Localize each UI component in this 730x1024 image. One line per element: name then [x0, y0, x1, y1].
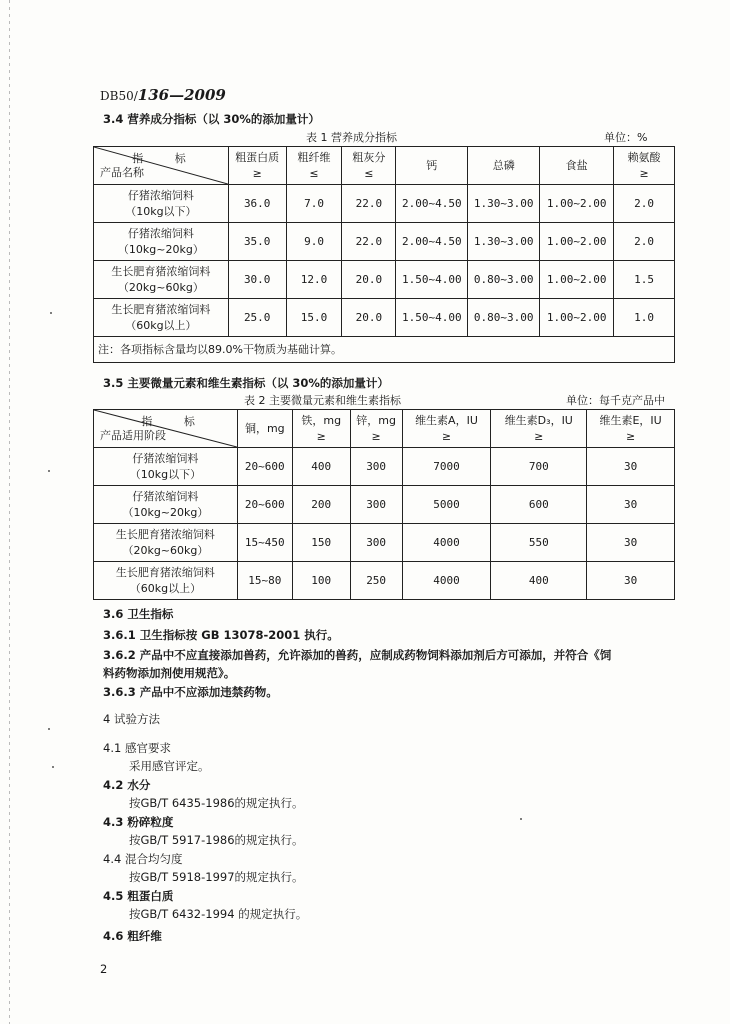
table-cell: 20~600: [237, 448, 292, 486]
table1-note-row: [94, 337, 675, 363]
code-prefix: DB50/: [100, 89, 138, 103]
table-row: [94, 448, 675, 486]
table-cell: 300: [350, 448, 402, 486]
table2-micronutrients: [93, 409, 675, 600]
table-cell: 1.00~2.00: [540, 261, 614, 299]
section-4-1-text: 采用感官评定。: [129, 759, 210, 773]
table1-col-header: 粗蛋白质 ≥: [228, 147, 286, 185]
section-4-5-text: 按GB/T 6432-1994 的规定执行。: [129, 907, 308, 921]
table2-caption: 表 2 主要微量元素和维生素指标: [244, 394, 401, 407]
table1-col-header: 总磷: [468, 147, 540, 185]
table-cell: 1.30~3.00: [468, 185, 540, 223]
table1-nutrition: [93, 146, 675, 363]
scan-speck: [48, 470, 50, 472]
table1-col-header: 粗纤维 ≤: [286, 147, 342, 185]
section-3-6-2-line2: 料药物添加剂使用规范》。: [103, 666, 236, 680]
table-cell: 2.00~4.50: [396, 185, 468, 223]
table-cell: 700: [491, 448, 587, 486]
table-cell: 15~450: [237, 524, 292, 562]
table1-corner-bottom: 产品名称: [100, 166, 144, 180]
scan-speck: [50, 312, 52, 314]
table1-corner-cell: [94, 147, 229, 185]
section-3-4-heading: 3.4 营养成分指标（以 30%的添加量计）: [103, 112, 320, 126]
section-4-5-heading: 4.5 粗蛋白质: [103, 889, 174, 903]
table2-col-header: 锌，mg ≥: [350, 410, 402, 448]
table-cell: 9.0: [286, 223, 342, 261]
table1-caption: 表 1 营养成分指标: [306, 131, 397, 144]
table-cell: 30: [587, 562, 675, 600]
section-4-heading: 4 试验方法: [103, 712, 160, 726]
table-cell: 7000: [402, 448, 491, 486]
table-cell: 550: [491, 524, 587, 562]
table1-col-header: 赖氨酸 ≥: [614, 147, 675, 185]
table-cell: 15~80: [237, 562, 292, 600]
section-3-6-heading: 3.6 卫生指标: [103, 607, 174, 621]
table1-col-header: 食盐: [540, 147, 614, 185]
table-cell: 1.0: [614, 299, 675, 337]
table-cell: 1.00~2.00: [540, 299, 614, 337]
section-4-3-text: 按GB/T 5917-1986的规定执行。: [129, 833, 304, 847]
table-cell: 30.0: [228, 261, 286, 299]
table1-note: 注：各项指标含量均以89.0%干物质为基础计算。: [94, 337, 675, 363]
table-cell: 22.0: [342, 185, 396, 223]
table1-row-label: 仔猪浓缩饲料 （10kg~20kg）: [94, 223, 229, 261]
table-cell: 7.0: [286, 185, 342, 223]
table-cell: 250: [350, 562, 402, 600]
table-cell: 20.0: [342, 261, 396, 299]
table2-row-label: 生长肥育猪浓缩饲料 （20kg~60kg）: [94, 524, 238, 562]
table-cell: 35.0: [228, 223, 286, 261]
table1-row-label: 生长肥育猪浓缩饲料 （60kg以上）: [94, 299, 229, 337]
table-cell: 5000: [402, 486, 491, 524]
section-4-2-heading: 4.2 水分: [103, 778, 151, 792]
table2-corner-cell: [94, 410, 238, 448]
table-cell: 1.50~4.00: [396, 299, 468, 337]
table2-col-header: 铜，mg: [237, 410, 292, 448]
table2-corner-top: 指 标: [141, 415, 209, 428]
table-cell: 20~600: [237, 486, 292, 524]
table-cell: 300: [350, 486, 402, 524]
table-cell: 1.00~2.00: [540, 185, 614, 223]
table1-row-label: 仔猪浓缩饲料 （10kg以下）: [94, 185, 229, 223]
table1-col-header: 钙: [396, 147, 468, 185]
table-row: [94, 185, 675, 223]
table2-row-label: 仔猪浓缩饲料 （10kg以下）: [94, 448, 238, 486]
table-cell: 12.0: [286, 261, 342, 299]
table1-unit: 单位：%: [604, 131, 648, 144]
table-cell: 2.0: [614, 223, 675, 261]
table-row: [94, 486, 675, 524]
code-handwritten: 136—2009: [137, 86, 226, 104]
table-cell: 300: [350, 524, 402, 562]
scan-speck: [520, 818, 522, 820]
table-cell: 1.00~2.00: [540, 223, 614, 261]
table1-row-label: 生长肥育猪浓缩饲料 （20kg~60kg）: [94, 261, 229, 299]
table-cell: 0.80~3.00: [468, 261, 540, 299]
table-cell: 20.0: [342, 299, 396, 337]
table-row: [94, 223, 675, 261]
table-cell: 30: [587, 448, 675, 486]
page-number: 2: [100, 962, 108, 976]
table-cell: 600: [491, 486, 587, 524]
table-row: [94, 524, 675, 562]
section-4-3-heading: 4.3 粉碎粒度: [103, 815, 174, 829]
table-row: [94, 299, 675, 337]
section-4-2-text: 按GB/T 6435-1986的规定执行。: [129, 796, 304, 810]
scan-speck: [52, 766, 54, 768]
table-cell: 4000: [402, 562, 491, 600]
table-cell: 1.5: [614, 261, 675, 299]
section-4-1-heading: 4.1 感官要求: [103, 741, 171, 755]
table-cell: 30: [587, 524, 675, 562]
section-3-6-3: 3.6.3 产品中不应添加违禁药物。: [103, 685, 278, 699]
table2-col-header: 维生素E，IU ≥: [587, 410, 675, 448]
table-cell: 15.0: [286, 299, 342, 337]
section-4-4-text: 按GB/T 5918-1997的规定执行。: [129, 870, 304, 884]
table-cell: 22.0: [342, 223, 396, 261]
table-cell: 30: [587, 486, 675, 524]
table2-corner-bottom: 产品适用阶段: [100, 429, 166, 443]
table-cell: 1.30~3.00: [468, 223, 540, 261]
table2-row-label: 仔猪浓缩饲料 （10kg~20kg）: [94, 486, 238, 524]
table1-header-row: [94, 147, 675, 185]
table2-unit: 单位：每千克产品中: [566, 394, 665, 407]
section-3-6-1: 3.6.1 卫生指标按 GB 13078-2001 执行。: [103, 628, 339, 642]
table1-col-header: 粗灰分 ≤: [342, 147, 396, 185]
section-3-6-2-line1: 3.6.2 产品中不应直接添加兽药，允许添加的兽药，应制成药物饲料添加剂后方可添加，并符合《饲: [103, 648, 612, 662]
scan-edge-line: [9, 0, 10, 1024]
table-cell: 4000: [402, 524, 491, 562]
table-cell: 400: [292, 448, 350, 486]
table-cell: 25.0: [228, 299, 286, 337]
table2-col-header: 铁，mg ≥: [292, 410, 350, 448]
table-row: [94, 562, 675, 600]
table2-col-header: 维生素D₃，IU ≥: [491, 410, 587, 448]
table-cell: 1.50~4.00: [396, 261, 468, 299]
table-cell: 150: [292, 524, 350, 562]
table-cell: 400: [491, 562, 587, 600]
table-cell: 0.80~3.00: [468, 299, 540, 337]
table-cell: 2.00~4.50: [396, 223, 468, 261]
scan-speck: [48, 728, 50, 730]
document-code: [100, 86, 226, 104]
section-4-4-heading: 4.4 混合均匀度: [103, 852, 183, 866]
table-cell: 2.0: [614, 185, 675, 223]
section-4-6-heading: 4.6 粗纤维: [103, 929, 162, 943]
table-row: [94, 261, 675, 299]
table2-col-header: 维生素A，IU ≥: [402, 410, 491, 448]
table2-header-row: [94, 410, 675, 448]
section-3-5-heading: 3.5 主要微量元素和维生素指标（以 30%的添加量计）: [103, 376, 389, 390]
table2-row-label: 生长肥育猪浓缩饲料 （60kg以上）: [94, 562, 238, 600]
table1-corner-top: 指 标: [132, 152, 200, 165]
table-cell: 100: [292, 562, 350, 600]
table-cell: 36.0: [228, 185, 286, 223]
table-cell: 200: [292, 486, 350, 524]
